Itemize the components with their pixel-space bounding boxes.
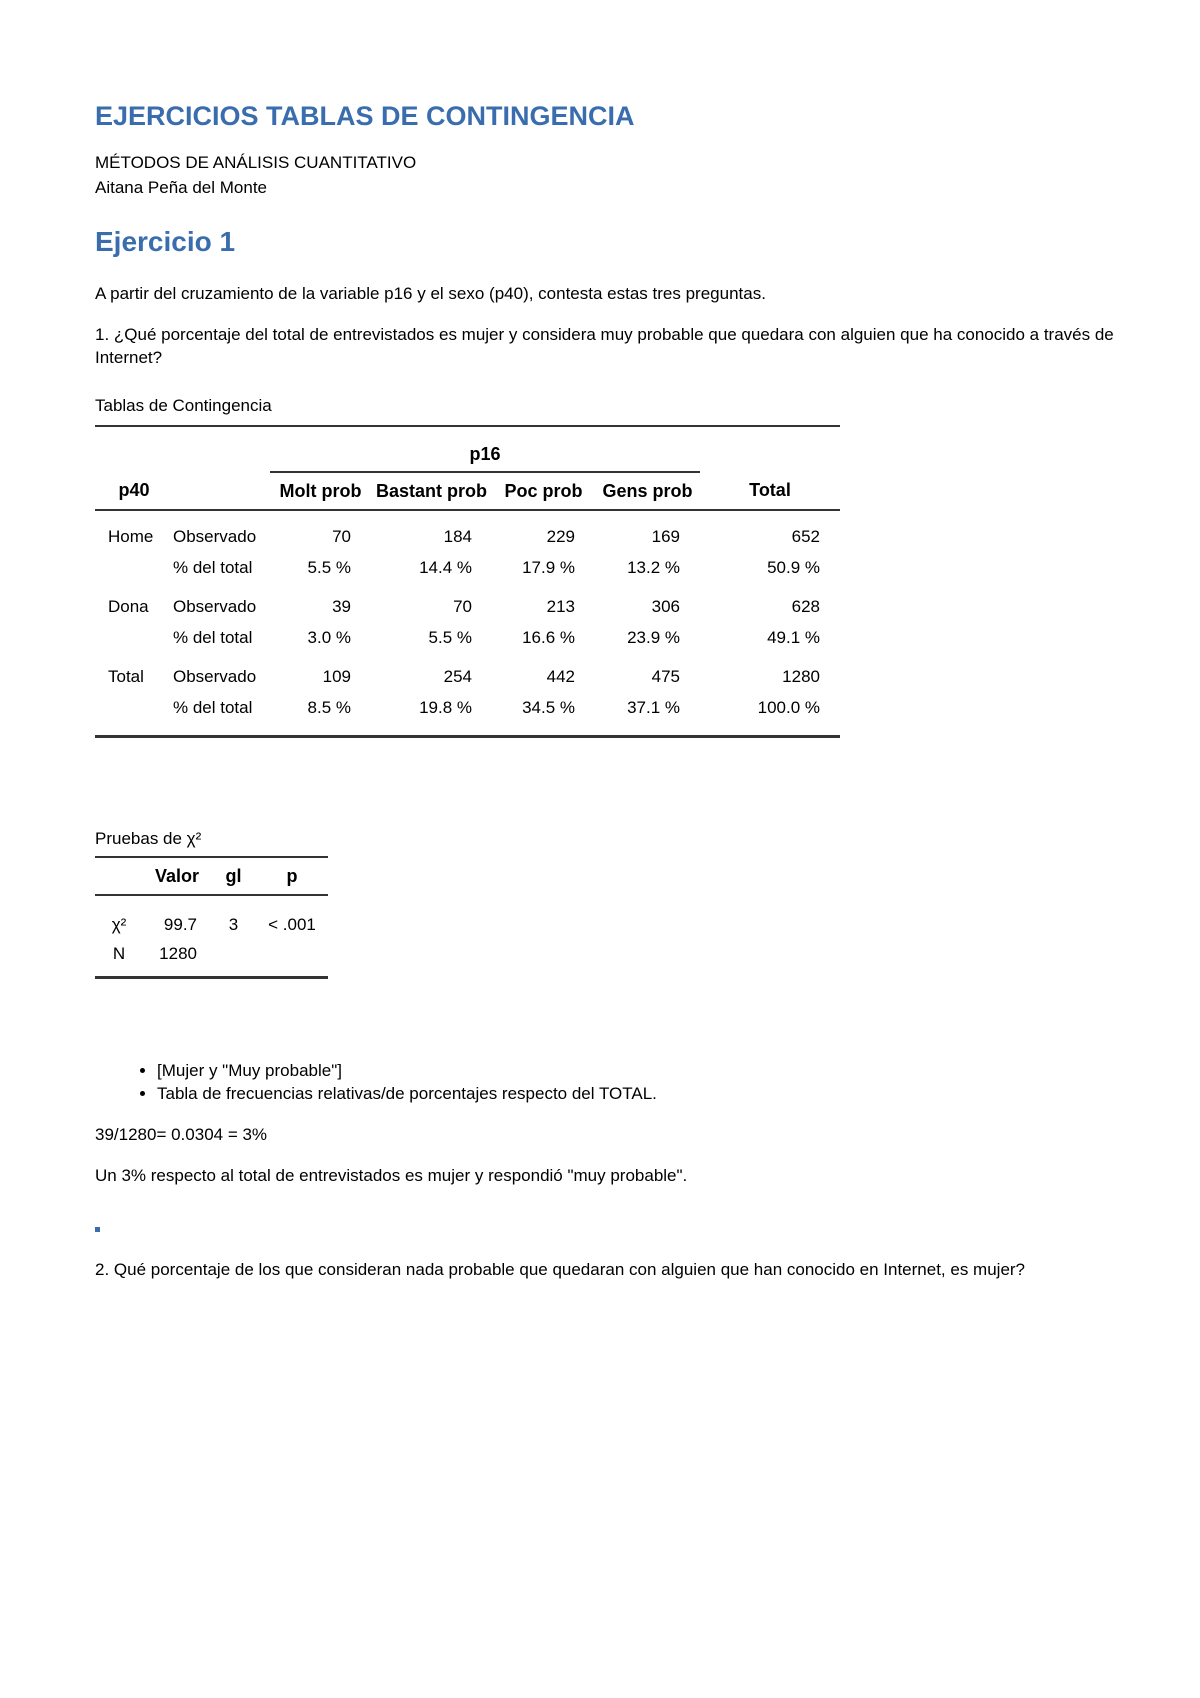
chi-header: Valor xyxy=(143,857,211,895)
cell: 23.9 % xyxy=(627,627,680,647)
document-subject: MÉTODOS DE ANÁLISIS CUANTITATIVO xyxy=(95,153,417,172)
cell: 14.4 % xyxy=(419,557,472,577)
cell: 19.8 % xyxy=(371,692,492,737)
chi-row-label: N xyxy=(95,939,143,978)
document-author: Aitana Peña del Monte xyxy=(95,178,268,197)
p16-group-header: p16 xyxy=(270,427,700,472)
cell: 13.2 % xyxy=(627,557,680,577)
cell: 5.5 % xyxy=(428,627,472,647)
cell: 306 xyxy=(651,596,680,616)
result-statement: Un 3% respecto al total de entrevistados es mujer y respondió "muy probable". xyxy=(95,1166,688,1185)
cell xyxy=(211,939,256,978)
col-header-total: Total xyxy=(700,472,840,510)
cell: 70 xyxy=(332,526,351,546)
cell: 16.6 % xyxy=(522,627,575,647)
cell: 213 xyxy=(546,596,575,616)
cell: 109 xyxy=(322,666,351,686)
table-row xyxy=(95,622,840,653)
list-item: • Tabla de frecuencias relativas/de porcentajes respecto del TOTAL. xyxy=(157,1082,1120,1105)
list-item: • [Mujer y "Muy probable"] xyxy=(157,1059,1120,1082)
chi-header: gl xyxy=(211,857,256,895)
document-title: EJERCICIOS TABLAS DE CONTINGENCIA xyxy=(95,101,635,131)
group-label: Dona xyxy=(108,596,149,616)
paragraph-marker xyxy=(95,1227,100,1232)
group-label: Total xyxy=(108,666,144,686)
stat-label: Observado xyxy=(173,666,257,686)
cell: 169 xyxy=(651,526,680,546)
cell: 3 xyxy=(228,914,239,934)
cell xyxy=(256,939,328,978)
col-header: Gens prob xyxy=(595,472,700,510)
cell: 49.1 % xyxy=(767,627,820,647)
col-header: Poc prob xyxy=(492,472,595,510)
table-row xyxy=(95,591,840,622)
question-2: 2. Qué porcentaje de los que consideran nada probable que quedaran con alguien que han conocido en Internet, es mujer? xyxy=(95,1260,1026,1279)
contingency-caption: Tablas de Contingencia xyxy=(95,396,272,415)
cell: 50.9 % xyxy=(767,557,820,577)
cell: 99.7 xyxy=(163,914,197,934)
cell: < .001 xyxy=(268,914,316,934)
table-row xyxy=(95,510,840,552)
stat-label: Observado xyxy=(173,596,257,616)
col-header: Molt prob xyxy=(270,472,371,510)
cell: 17.9 % xyxy=(522,557,575,577)
table-row xyxy=(95,939,328,978)
stat-label: % del total xyxy=(173,692,270,737)
stat-label: Observado xyxy=(173,526,257,546)
chi-row-label: χ² xyxy=(111,914,127,934)
question-1: 1. ¿Qué porcentaje del total de entrevistados es mujer y considera muy probable que quedara con alguien que ha conocido a través de Internet? xyxy=(95,325,1114,367)
cell: 1280 xyxy=(143,939,211,978)
table-row xyxy=(95,661,840,692)
chi-header: p xyxy=(256,857,328,895)
row-var-header: p40 xyxy=(95,472,173,510)
stat-label: % del total xyxy=(173,557,253,577)
table-row xyxy=(95,692,840,737)
col-header: Bastant prob xyxy=(371,472,492,510)
calculation: 39/1280= 0.0304 = 3% xyxy=(95,1125,268,1144)
cell: 184 xyxy=(443,526,472,546)
cell: 100.0 % xyxy=(700,692,840,737)
exercise-intro: A partir del cruzamiento de la variable p16 y el sexo (p40), contesta estas tres preguntas. xyxy=(95,284,766,303)
table-row xyxy=(95,552,840,583)
document-page xyxy=(95,96,1120,1281)
group-label: Home xyxy=(108,526,154,546)
cell: 229 xyxy=(546,526,575,546)
cell: 254 xyxy=(443,666,472,686)
cell: 475 xyxy=(651,666,680,686)
contingency-table xyxy=(95,425,840,738)
cell: 39 xyxy=(332,596,351,616)
cell: 70 xyxy=(453,596,472,616)
answer-bullets xyxy=(95,1059,1120,1105)
cell: 652 xyxy=(791,526,820,546)
cell: 37.1 % xyxy=(595,692,700,737)
stat-label: % del total xyxy=(173,627,253,647)
chi-square-table xyxy=(95,856,328,979)
exercise-heading: Ejercicio 1 xyxy=(95,226,236,257)
table-row xyxy=(95,895,328,939)
cell: 628 xyxy=(791,596,820,616)
chi-caption: Pruebas de χ² xyxy=(95,829,202,848)
cell: 1280 xyxy=(782,666,820,686)
cell: 34.5 % xyxy=(492,692,595,737)
cell: 5.5 % xyxy=(307,557,351,577)
document-meta xyxy=(95,150,1120,200)
cell: 442 xyxy=(546,666,575,686)
cell: 8.5 % xyxy=(270,692,371,737)
cell: 3.0 % xyxy=(307,627,351,647)
